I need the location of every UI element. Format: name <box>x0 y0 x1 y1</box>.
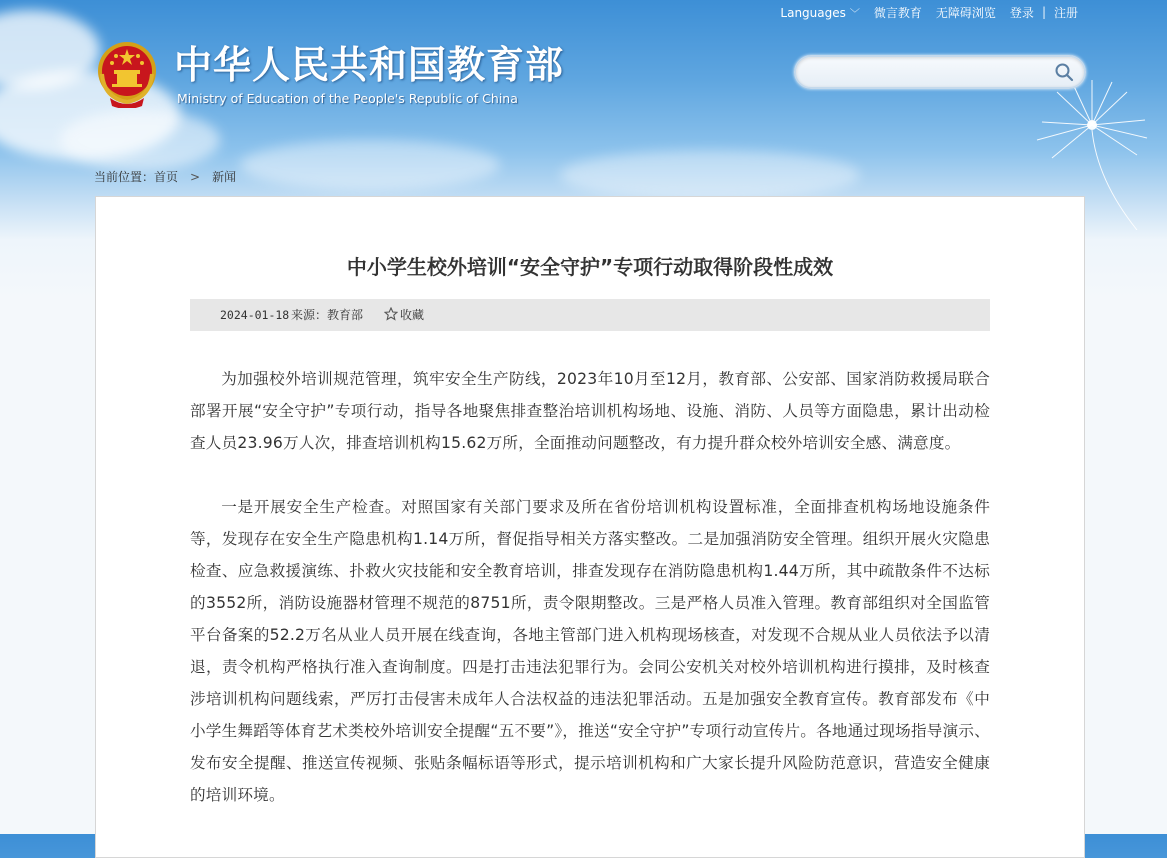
site-title-cn[interactable]: 中华人民共和国教育部 <box>174 42 565 87</box>
article-meta-bar <box>190 299 990 331</box>
search-box <box>794 55 1086 89</box>
article-paragraph: 为加强校外培训规范管理，筑牢安全生产防线，2023年10月至12月，教育部、公安部、国家消防救援局联合部署开展“安全守护”专项行动，指导各地聚焦排查整治培训机构场地、设施、消防、人员等方面隐患，累计出动检查人员23.96万人次，排查培训机构15.62万所，全面推动问题整改，有力提升群众校外培训安全感、满意度。 <box>190 370 990 452</box>
search-input[interactable] <box>810 62 1044 84</box>
article-title: 中小学生校外培训“安全守护”专项行动取得阶段性成效 <box>346 255 834 279</box>
weiyan-link[interactable]: 微言教育 <box>873 5 922 20</box>
breadcrumb-home-link[interactable]: 首页 <box>154 170 179 184</box>
favorite-button[interactable] <box>384 299 424 331</box>
breadcrumb-separator: > <box>190 170 201 184</box>
article-body <box>190 363 990 843</box>
favorite-label: 收藏 <box>400 308 425 322</box>
article-source: 来源：教育部 <box>291 308 364 322</box>
article-date: 2024-01-18 <box>220 308 290 322</box>
article-panel <box>95 196 1085 858</box>
nav-divider: | <box>1041 5 1046 19</box>
chevron-down-icon: ﹀ <box>849 8 860 20</box>
national-emblem-icon[interactable] <box>96 40 158 108</box>
header-cloud <box>240 140 500 190</box>
header-cloud <box>560 150 860 200</box>
login-link[interactable]: 登录 <box>1009 5 1034 20</box>
article-paragraph: 一是开展安全生产检查。对照国家有关部门要求及所在省份培训机构设置标准，全面排查机构场地设施条件等，发现存在安全生产隐患机构1.14万所，督促指导相关方落实整改。二是加强消防安全管理。组织开展火灾隐患检查、应急救援演练、扑救火灾技能和安全教育培训，排查发现存在消防隐患机构1.44万所，其中疏散条件不达标的3552所，消防设施器材管理不规范的8751所，责令限期整改。三是严格人员准入管理。教育部组织对全国监管平台备案的52.2万名从业人员开展在线查询，各地主管部门进入机构现场核查，对发现不合规从业人员依法予以清退，责令机构严格执行准入查询制度。四是打击违法犯罪行为。会同公安机关对校外培训机构进行摸排，及时核查涉培训机构问题线索，严厉打击侵害未成年人合法权益的违法犯罪活动。五是加强安全教育宣传。教育部发布《中小学生舞蹈等体育艺术类校外培训安全提醒“五不要”》，推送“安全守护”专项行动宣传片。各地通过现场指导演示、发布安全提醒、推送宣传视频、张贴条幅标语等形式，提示培训机构和广大家长提升风险防范意识，营造安全健康的培训环境。 <box>190 498 990 804</box>
search-icon[interactable] <box>1054 62 1074 82</box>
star-icon <box>384 307 398 321</box>
languages-menu[interactable] <box>773 5 866 20</box>
header-cloud <box>60 110 220 170</box>
accessible-browse-link[interactable]: 无障碍浏览 <box>935 5 996 20</box>
breadcrumb-label: 当前位置： <box>94 170 155 184</box>
register-link[interactable]: 注册 <box>1053 5 1078 20</box>
breadcrumb <box>94 168 236 185</box>
site-title-en: Ministry of Education of the People's Republic of China <box>177 91 518 106</box>
top-nav <box>773 3 1085 21</box>
breadcrumb-current-link[interactable]: 新闻 <box>212 170 237 184</box>
languages-label: Languages <box>780 5 846 20</box>
